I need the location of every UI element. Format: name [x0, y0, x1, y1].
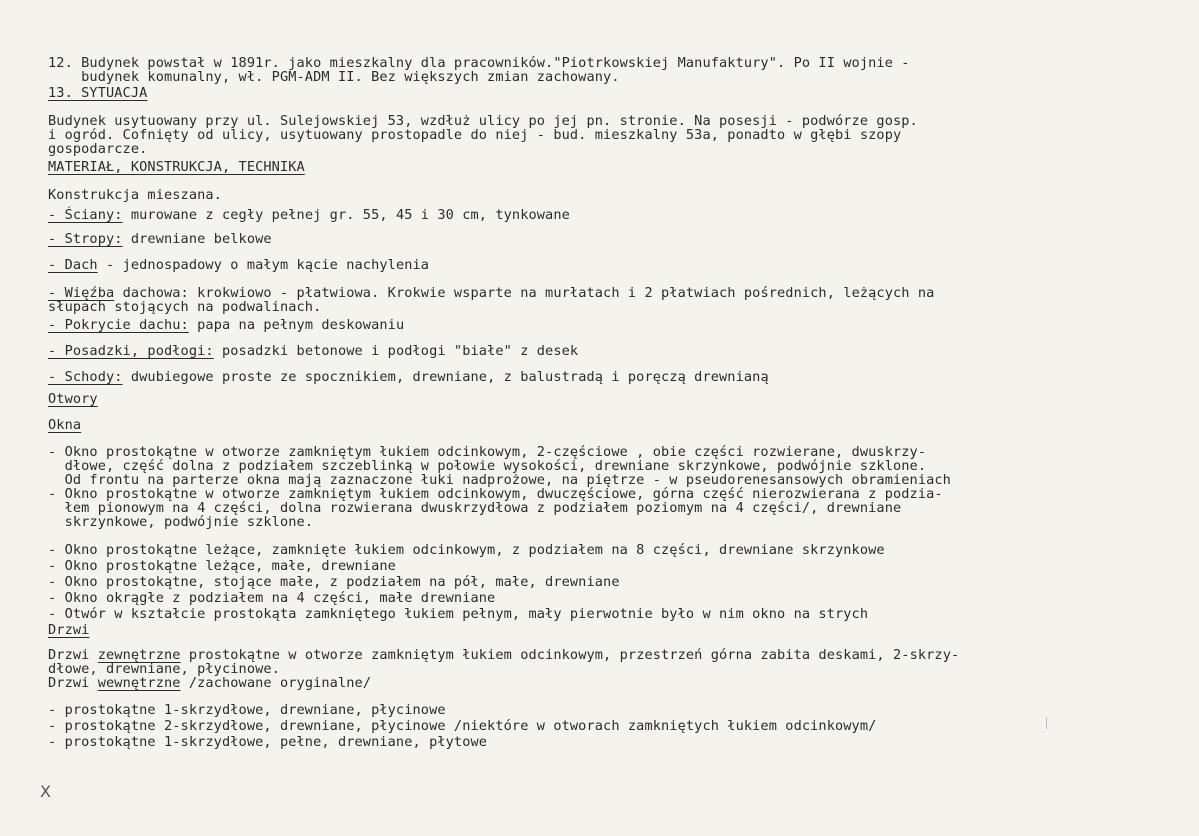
ceilings-label: - Stropy: — [48, 231, 123, 247]
window-line: - Okno prostokątne leżące, małe, drewniane — [48, 558, 396, 574]
door-line: - prostokątne 2-skrzydłowe, drewniane, płycinowe /niektóre w otworach zamkniętych łukiem odcinkowym/ — [48, 718, 877, 734]
doors-ext-text: prostokątne w otworze zamkniętym łukiem odcinkowym, przestrzeń górna zabita deskami, 2-skrzy- — [180, 647, 960, 663]
covering-label: - Pokrycie dachu: — [48, 317, 189, 333]
windows-heading: Okna — [48, 417, 82, 433]
floors-text: posadzki betonowe i podłogi "białe" z desek — [213, 343, 579, 359]
window-line: - Otwór w kształcie prostokąta zamkniętego łukiem pełnym, mały pierwotnie było w nim okno na strych — [48, 606, 869, 622]
doors-int-row — [48, 676, 371, 691]
window-line: - Okno prostokątne w otworze zamkniętym łukiem odcinkowym, 2-częściowe , obie części rozwierane, dwuskrzy- — [48, 444, 927, 460]
openings-heading: Otwory — [48, 391, 98, 407]
window-line: - Okno prostokątne w otworze zamkniętym łukiem odcinkowym, dwuczęściowe, górna część nierozwierana z podzia- — [48, 486, 943, 502]
door-line: - prostokątne 1-skrzydłowe, pełne, drewniane, płytowe — [48, 734, 488, 750]
window-line: łem pionowym na 4 części, dolna rozwierana dwuskrzydłowa z podziałem poziomym na 4 części/, drewniane — [48, 500, 902, 516]
ceilings-row — [48, 232, 272, 247]
doors-int-prefix: Drzwi — [48, 675, 98, 691]
handwritten-mark: X — [40, 782, 52, 801]
margin-tick — [1046, 717, 1047, 729]
section12-line1: 12. Budynek powstał w 1891r. jako mieszkalny dla pracowników."Piotrkowskiej Manufaktury". Po II wojnie - — [48, 55, 910, 71]
walls-label: - Ściany: — [48, 207, 123, 223]
doors-ext-word: zewnętrzne — [97, 647, 181, 663]
roof-row — [48, 258, 429, 273]
covering-row — [48, 318, 404, 333]
ceilings-text: drewniane belkowe — [122, 231, 272, 247]
truss-label: - Więźba — [48, 285, 115, 301]
material-intro: Konstrukcja mieszana. — [48, 187, 222, 203]
section13-line2: i ogród. Cofnięty od ulicy, usytuowany prostopadle do niej - bud. mieszkalny 53a, ponadto w głębi szopy — [48, 127, 902, 143]
floors-label: - Posadzki, podłogi: — [48, 343, 214, 359]
stairs-row — [48, 370, 769, 385]
floors-row — [48, 344, 578, 359]
roof-label: - Dach — [48, 257, 98, 273]
section13-line1: Budynek usytuowany przy ul. Sulejowskiej 53, wzdłuż ulicy po jej pn. stronie. Na posesji - podwórze gosp. — [48, 113, 918, 129]
window-line: - Okno prostokątne leżące, zamknięte łukiem odcinkowym, z podziałem na 8 części, drewniane skrzynkowe — [48, 542, 885, 558]
window-line: dłowe, część dolna z podziałem szczeblinką w połowie wysokości, drewniane skrzynkowe, podwójnie szklone. — [48, 458, 927, 474]
stairs-label: - Schody: — [48, 369, 123, 385]
truss-row2: słupach stojących na podwalinach. — [48, 299, 322, 315]
roof-text: - jednospadowy o małym kącie nachylenia — [97, 257, 430, 273]
walls-row — [48, 208, 570, 223]
doors-heading: Drzwi — [48, 622, 90, 638]
window-line: skrzynkowe, podwójnie szklone. — [48, 514, 314, 530]
window-line: - Okno prostokątne, stojące małe, z podziałem na pół, małe, drewniane — [48, 574, 620, 590]
covering-text: papa na pełnym deskowaniu — [188, 317, 405, 333]
section13-heading: 13. SYTUACJA — [48, 85, 148, 101]
walls-text: murowane z cegły pełnej gr. 55, 45 i 30 cm, tynkowane — [122, 207, 570, 223]
section13-line3: gospodarcze. — [48, 141, 148, 157]
truss-text: dachowa: krokwiowo - płatwiowa. Krokwie wsparte na murłatach i 2 płatwiach pośrednich, leżących na — [114, 285, 935, 301]
door-line: - prostokątne 1-skrzydłowe, drewniane, płycinowe — [48, 702, 446, 718]
material-heading: MATERIAŁ, KONSTRUKCJA, TECHNIKA — [48, 159, 305, 175]
section12-line2: budynek komunalny, wł. PGM-ADM II. Bez większych zmian zachowany. — [48, 69, 620, 85]
doors-ext-prefix: Drzwi — [48, 647, 98, 663]
window-line: Od frontu na parterze okna mają zaznaczone łuki nadprożowe, na piętrze - w pseudorenesansowych obramieniach — [48, 472, 951, 488]
window-line: - Okno okrągłe z podziałem na 4 części, małe drewniane — [48, 590, 496, 606]
stairs-text: dwubiegowe proste ze spocznikiem, drewniane, z balustradą i poręczą drewnianą — [122, 369, 769, 385]
doors-int-text: /zachowane oryginalne/ — [180, 675, 372, 691]
doors-ext-row2: dłowe, drewniane, płycinowe. — [48, 661, 280, 677]
doors-int-word: wewnętrzne — [97, 675, 181, 691]
